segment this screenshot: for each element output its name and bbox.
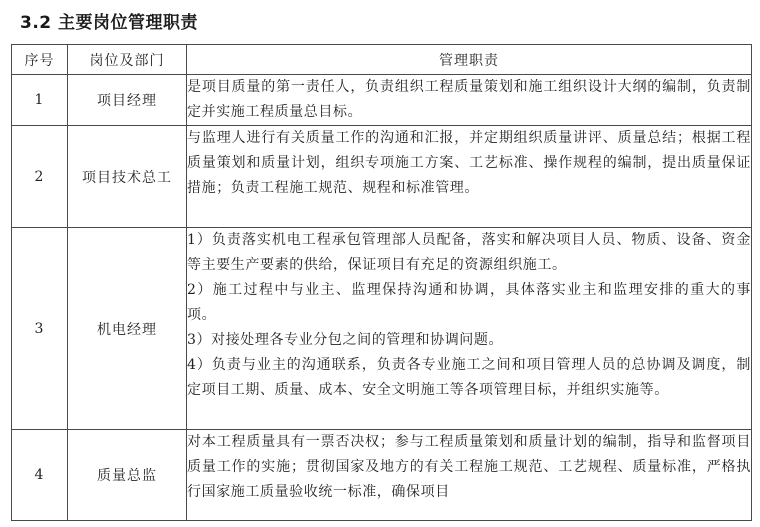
row-role: 质量总监 bbox=[68, 430, 187, 521]
header-role: 岗位及部门 bbox=[68, 45, 187, 75]
table-header-row bbox=[12, 45, 752, 75]
duty-item-1: 1）负责落实机电工程承包管理部人员配备，落实和解决项目人员、物质、设备、资金等主要生产要素的供给，保证项目有充足的资源组织施工。 bbox=[187, 232, 751, 273]
duty-item-3: 3）对接处理各专业分包之间的管理和协调问题。 bbox=[187, 332, 504, 348]
table-row bbox=[12, 228, 752, 430]
duty-text: 与监理人进行有关质量工作的沟通和汇报，并定期组织质量讲评、质量总结；根据工程质量策划和质量计划，组织专项施工方案、工艺标准、操作规程的编制，提出质量保证措施；负责工程施工规范、规程和标准管理。 bbox=[187, 130, 751, 196]
row-number: 3 bbox=[12, 228, 68, 430]
row-duties bbox=[187, 228, 752, 430]
row-number: 4 bbox=[12, 430, 68, 521]
row-number: 2 bbox=[12, 126, 68, 228]
row-number: 1 bbox=[12, 75, 68, 126]
duty-text: 对本工程质量具有一票否决权；参与工程质量策划和质量计划的编制，指导和监督项目质量工作的实施；贯彻国家及地方的有关工程施工规范、工艺规程、质量标准，严格执行国家施工质量验收统一标准，确保项目 bbox=[187, 434, 751, 500]
row-duties bbox=[187, 126, 752, 228]
row-role: 项目技术总工 bbox=[68, 126, 187, 228]
duty-item-4: 4）负责与业主的沟通联系，负责各专业施工之间和项目管理人员的总协调及调度，制定项目工期、质量、成本、安全文明施工等各项管理目标，并组织实施等。 bbox=[187, 357, 751, 398]
duties-table bbox=[11, 44, 752, 521]
row-duties bbox=[187, 75, 752, 126]
section-title: 3.2 主要岗位管理职责 bbox=[20, 13, 199, 33]
duty-item-2: 2）施工过程中与业主、监理保持沟通和协调，具体落实业主和监理安排的重大的事项。 bbox=[187, 282, 751, 323]
table-row bbox=[12, 126, 752, 228]
table-row bbox=[12, 75, 752, 126]
row-role: 项目经理 bbox=[68, 75, 187, 126]
duty-text: 是项目质量的第一责任人，负责组织工程质量策划和施工组织设计大纲的编制，负责制定并实施工程质量总目标。 bbox=[187, 79, 751, 120]
row-role: 机电经理 bbox=[68, 228, 187, 430]
table-row bbox=[12, 430, 752, 521]
row-duties bbox=[187, 430, 752, 521]
header-duty: 管理职责 bbox=[187, 45, 752, 75]
header-no: 序号 bbox=[12, 45, 68, 75]
